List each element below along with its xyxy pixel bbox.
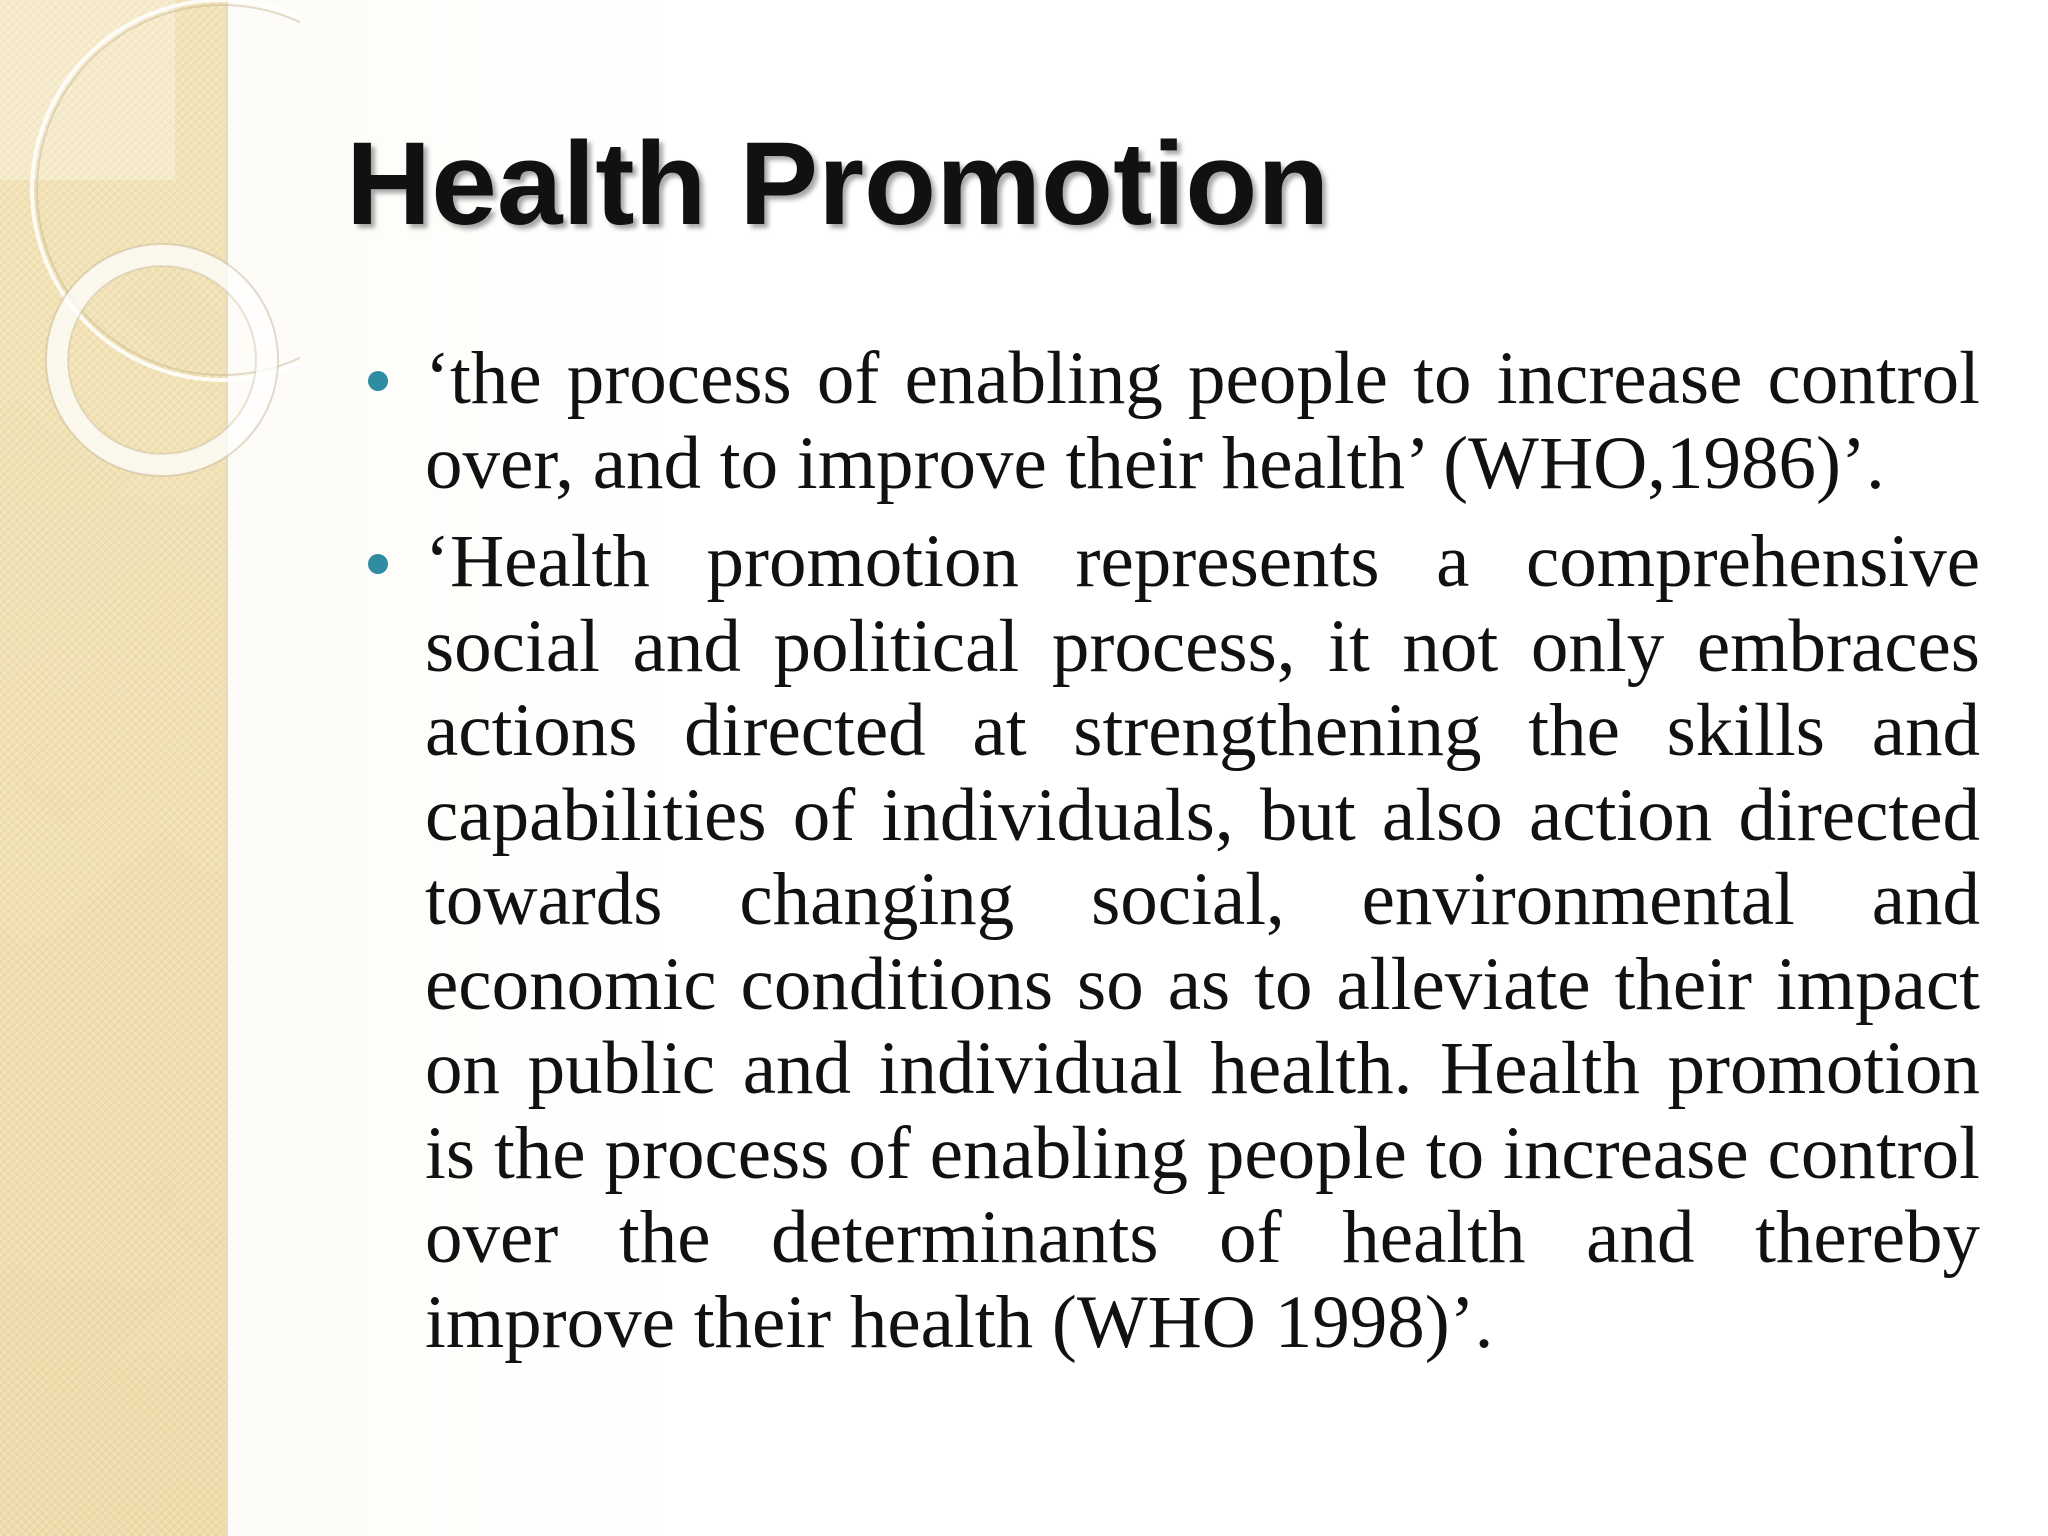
round-bullet-icon xyxy=(368,371,388,391)
slide-title: Health Promotion xyxy=(346,118,1330,250)
bullet-text: ‘the process of enabling people to increase control over, and to improve their health’ (WHO,1986)’. xyxy=(425,337,1980,505)
bullet-text: ‘Health promotion represents a comprehensive social and political process, it not only embraces actions directed at strengthening the skills and capabilities of individuals, but also action directed towards changing social, environmental and economic conditions so as to alleviate their impact on public and individual health. Health promotion is the process of enabling people to increase control over the determinants of health and thereby improve their health (WHO 1998)’. xyxy=(425,520,1980,1364)
round-bullet-icon xyxy=(368,554,388,574)
bullet-item xyxy=(425,520,1980,1365)
decorative-rings xyxy=(0,0,300,520)
bullet-item xyxy=(425,337,1980,506)
bullet-list xyxy=(425,337,1980,1379)
